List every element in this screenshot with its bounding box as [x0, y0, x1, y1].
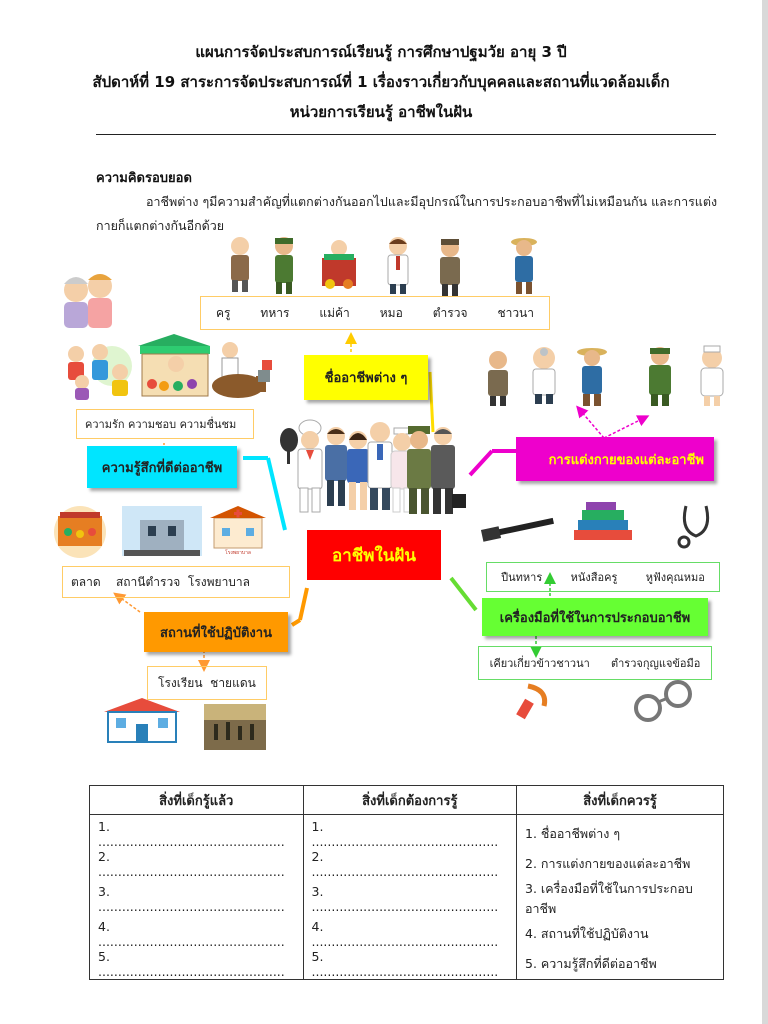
feelings-words-box: [76, 409, 254, 439]
tools-words-box: [486, 562, 720, 592]
occupation-word: แม่ค้า: [319, 305, 350, 320]
workplace-word: ชายแดน: [210, 675, 256, 690]
table-cell: 4. ...............................................: [90, 919, 304, 949]
table-cell: 2. ...............................................: [90, 849, 304, 879]
column-header-want: สิ่งที่เด็กต้องการรู้: [303, 786, 517, 815]
table-row: [90, 949, 724, 980]
concept-text: อาชีพต่าง ๆมีความสำคัญที่แตกต่างกันออกไปและมีอุปกรณ์ในการประกอบอาชีพที่ไม่เหมือนกัน และการแต่งกายก็แตกต่างกันอีกด้วย: [96, 194, 718, 233]
dress-label: การแต่งกายของแต่ละอาชีพ: [516, 437, 714, 481]
table-cell: 1. ...............................................: [90, 815, 304, 850]
occupation-names-label: ชื่ออาชีพต่าง ๆ: [304, 355, 428, 400]
rifle-icon: [481, 518, 554, 542]
sickle-icon: [516, 686, 544, 719]
table-cell: 5. ...............................................: [90, 949, 304, 980]
vet-horse-illustration: [212, 342, 272, 398]
market-stall-illustration: [138, 334, 210, 396]
center-topic: อาชีพในฝัน: [307, 530, 441, 580]
column-header-known: สิ่งที่เด็กรู้แล้ว: [90, 786, 304, 815]
workplaces-words-box: [62, 566, 290, 598]
professionals-group-illustration: [280, 420, 466, 514]
occupation-figures-top: [231, 237, 537, 296]
tool-word: หนังสือครู: [570, 571, 618, 584]
stethoscope-icon: [679, 506, 708, 547]
feeling-word: ความชอบ: [128, 418, 177, 431]
table-row: [90, 919, 724, 949]
week-subject-line: สัปดาห์ที่ 19 สาระการจัดประสบการณ์ที่ 1 เรื่องราวเกี่ยวกับบุคคลและสถานที่แวดล้อมเด็ก: [92, 73, 670, 91]
tool-word: หูฟังคุณหมอ: [645, 571, 705, 584]
tool-word: ปืนทหาร: [501, 571, 543, 584]
concept-heading: ความคิดรอบยอด: [96, 171, 192, 186]
border-soldiers-illustration: [204, 704, 266, 750]
column-header-should: สิ่งที่เด็กควรรู้: [517, 786, 724, 815]
family-illustration: [64, 274, 112, 328]
table-row: [90, 849, 724, 879]
plan-title: แผนการจัดประสบการณ์เรียนรู้ การศึกษาปฐมวัย อายุ 3 ปี: [195, 43, 567, 61]
children-group-illustration: [68, 344, 132, 400]
table-cell: 3. เครื่องมือที่ใช้ในการประกอบอาชีพ: [517, 879, 724, 919]
hospital-illustration: [210, 506, 266, 556]
table-cell: 1. ...............................................: [303, 815, 517, 850]
tool-word: ตำรวจกุญแจข้อมือ: [610, 657, 701, 670]
market-illustration: [54, 506, 106, 558]
table-cell: 1. ชื่ออาชีพต่าง ๆ: [517, 815, 724, 850]
table-cell: 2. การแต่งกายของแต่ละอาชีพ: [517, 849, 724, 879]
police-station-illustration: [122, 506, 202, 556]
workplace-word: ตลาด: [71, 574, 101, 589]
handcuffs-icon: [636, 682, 690, 720]
tool-word: เคียวเกี่ยวข้าวชาวนา: [489, 657, 590, 670]
tools-words-box-2: [478, 646, 712, 680]
table-row: [90, 879, 724, 919]
occupation-word: ชาวนา: [497, 305, 534, 320]
occupation-word: ทหาร: [260, 305, 290, 320]
table-cell: 3. ...............................................: [303, 879, 517, 919]
occupation-word: ครู: [215, 305, 231, 320]
svg-text:โรงพยาบาล: โรงพยาบาล: [225, 550, 251, 556]
feeling-word: ความรัก: [85, 418, 125, 431]
workplace-word: สถานีตำรวจ: [115, 574, 181, 589]
workplaces-label: สถานที่ใช้ปฏิบัติงาน: [144, 612, 288, 652]
dress-figures: [488, 346, 723, 406]
workplace-word: โรงพยาบาล: [187, 574, 251, 589]
feelings-label: ความรู้สึกที่ดีต่ออาชีพ: [87, 446, 237, 488]
occupation-list-box: [200, 296, 550, 330]
table-cell: 5. ...............................................: [303, 949, 517, 980]
occupation-word: หมอ: [379, 305, 403, 320]
books-icon: [574, 502, 632, 540]
table-cell: 4. สถานที่ใช้ปฏิบัติงาน: [517, 919, 724, 949]
workplaces-words-box-2: [147, 666, 267, 700]
feeling-word: ความชื่นชม: [179, 418, 237, 431]
occupation-word: ตำรวจ: [432, 305, 468, 320]
table-cell: 4. ...............................................: [303, 919, 517, 949]
tools-label: เครื่องมือที่ใช้ในการประกอบอาชีพ: [482, 598, 708, 636]
table-cell: 5. ความรู้สึกที่ดีต่ออาชีพ: [517, 949, 724, 980]
workplace-word: โรงเรียน: [158, 675, 203, 690]
table-cell: 2. ...............................................: [303, 849, 517, 879]
school-illustration: [104, 698, 180, 742]
table-cell: 3. ...............................................: [90, 879, 304, 919]
learning-table: [89, 785, 724, 980]
table-row: [90, 815, 724, 850]
unit-title: หน่วยการเรียนรู้ อาชีพในฝัน: [289, 103, 473, 121]
